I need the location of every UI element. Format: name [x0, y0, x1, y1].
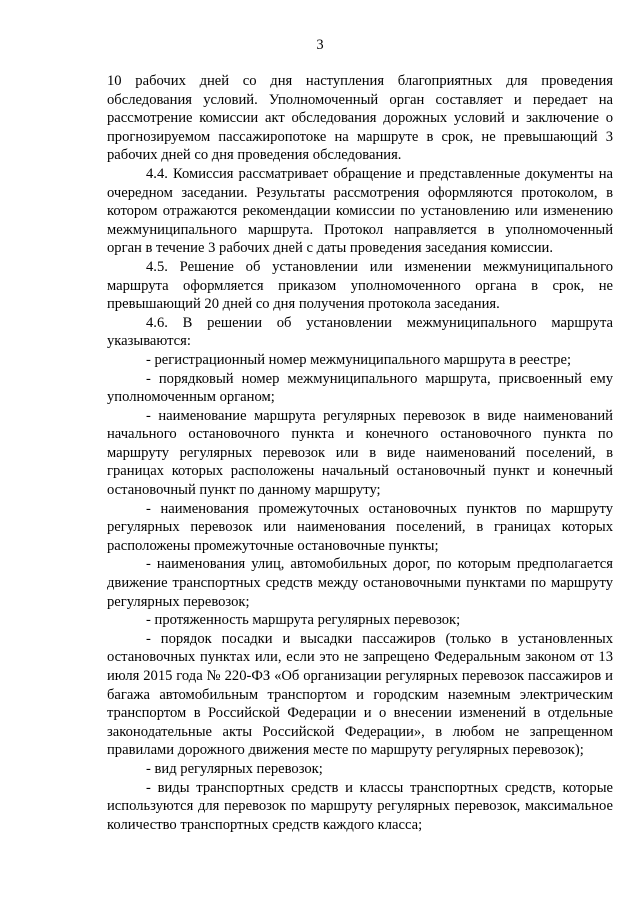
paragraph-4-6: 4.6. В решении об установлении межмуниципального маршрута указываются: [107, 314, 613, 350]
list-item-vehicle-types: - виды транспортных средств и классы транспортных средств, которые используются для перевозок по маршруту регулярных перевозок, максимальное количество транспортных средств каждого класса; [107, 779, 613, 833]
paragraph-continuation: 10 рабочих дней со дня наступления благоприятных для проведения обследования условий. Уполномоченный орган составляет и передает на рассмотрение комиссии акт обследования дорожных условий и заключение о прогнозируемом пассажиропотоке на маршруте в срок, не превышающий 3 рабочих дней со дня проведения обследования. [107, 73, 613, 164]
list-item-registration-number: - регистрационный номер межмуниципального маршрута в реестре; [146, 351, 572, 368]
list-item-route-name: - наименование маршрута регулярных перевозок в виде наименований начального остановочного пункта и конечного остановочного пункта по маршруту регулярных перевозок или в виде наименований поселений, в границах которых расположены начальный остановочный пункт и конечный остановочный пункт по данному маршруту; [107, 407, 613, 499]
paragraph-4-4: 4.4. Комиссия рассматривает обращение и представленные документы на очередном заседании. Результаты рассмотрения оформляются протоколом, в котором отражаются рекомендации комиссии по установлению или изменению межмуниципального маршрута. Протокол направляется в уполномоченный орган в течение 3 рабочих дней с даты проведения заседания комиссии. [107, 165, 613, 257]
list-item-route-length: - протяженность маршрута регулярных перевозок; [146, 612, 461, 629]
page-number: 3 [316, 37, 324, 53]
list-item-intermediate-stops: - наименования промежуточных остановочных пунктов по маршруту регулярных перевозок или наименования поселений, в границах которых расположены промежуточные остановочные пункты; [107, 500, 613, 554]
paragraph-4-5: 4.5. Решение об установлении или изменении межмуниципального маршрута оформляется приказом уполномоченного органа в срок, не превышающий 20 дней со дня получения протокола заседания. [107, 258, 613, 313]
list-item-boarding-order: - порядок посадки и высадки пассажиров (только в установленных остановочных пунктах или, если это не запрещено Федеральным законом от 13 июля 2015 года № 220-ФЗ «Об организации регулярных перевозок пассажиров и багажа автомобильным транспортом и городским наземным электрическим транспортом в Российской Федерации и о внесении изменений в отдельные законодательные акты Российской Федерации», в любом не запрещенном правилами дорожного движения месте по маршруту регулярных перевозок); [107, 630, 613, 759]
list-item-streets-roads: - наименования улиц, автомобильных дорог, по которым предполагается движение транспортных средств между остановочными пунктами по маршруту регулярных перевозок; [107, 556, 613, 610]
document-body [107, 72, 613, 834]
list-item-serial-number: - порядковый номер межмуниципального маршрута, присвоенный ему уполномоченным органом; [107, 370, 613, 406]
list-item-transport-type: - вид регулярных перевозок; [146, 760, 323, 777]
